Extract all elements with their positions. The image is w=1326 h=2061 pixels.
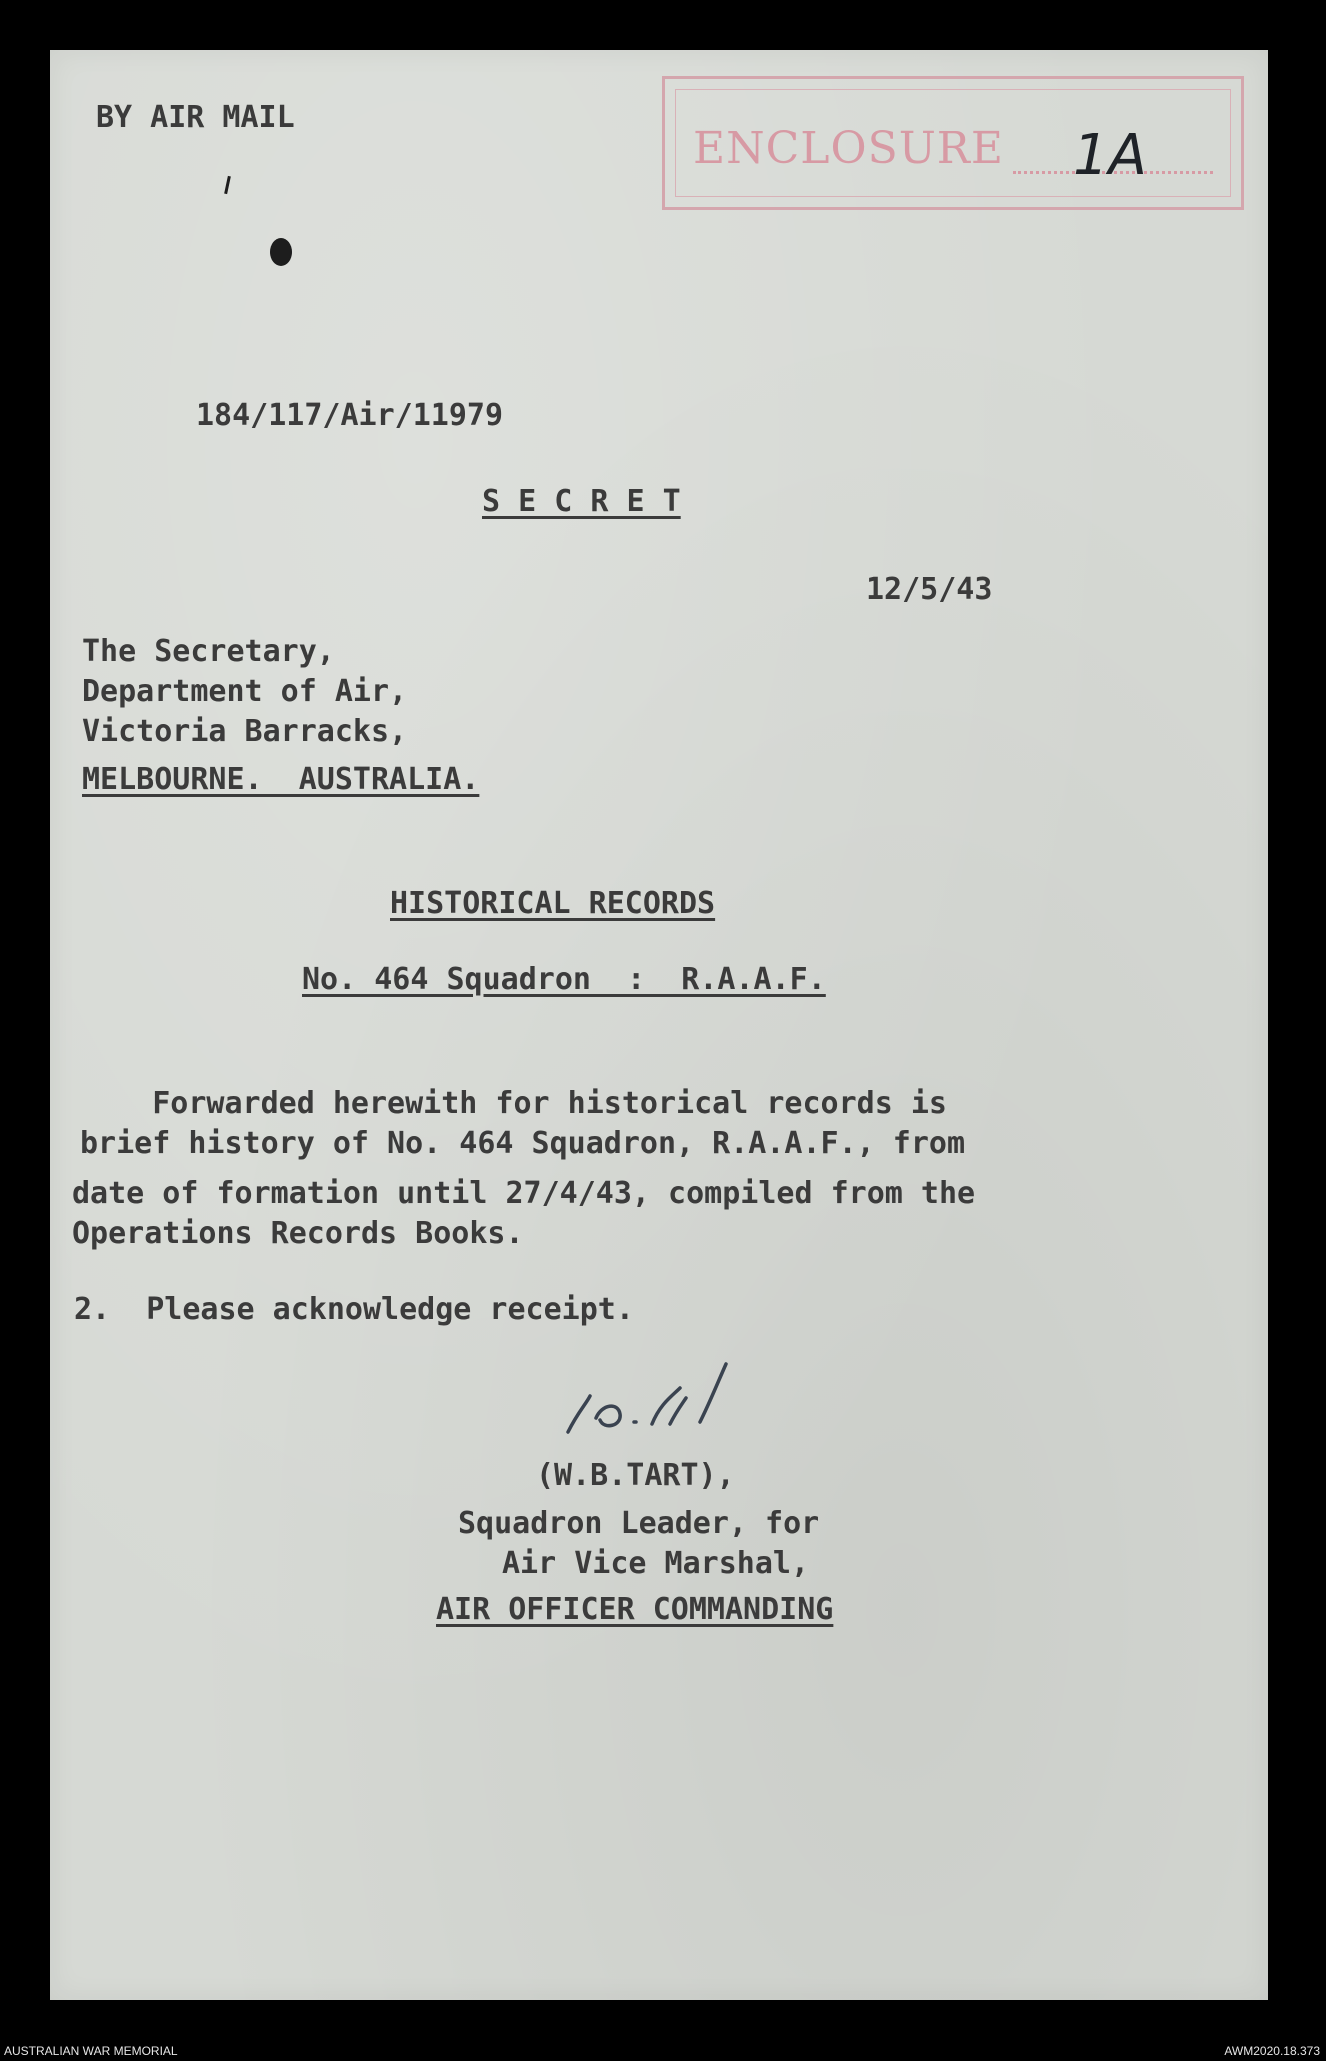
- signature-name: (W.B.TART),: [536, 1458, 735, 1493]
- signature-command: AIR OFFICER COMMANDING: [436, 1592, 834, 1627]
- addressee-city: MELBOURNE. AUSTRALIA.: [82, 762, 480, 797]
- body-line: Forwarded herewith for historical records is: [80, 1086, 947, 1121]
- body-line: date of formation until 27/4/43, compiled from the: [72, 1176, 976, 1211]
- stamp-value: 1A: [1073, 123, 1147, 188]
- reference-number: 184/117/Air/11979: [196, 398, 504, 433]
- footer-accession: AWM2020.18.373: [1224, 2044, 1320, 2058]
- mail-line: BY AIR MAIL: [96, 100, 295, 135]
- addressee-line: Victoria Barracks,: [82, 714, 408, 749]
- acknowledge-line: 2. Please acknowledge receipt.: [74, 1292, 634, 1327]
- enclosure-stamp: [662, 76, 1244, 210]
- footer-credit: AUSTRALIAN WAR MEMORIAL: [4, 2044, 178, 2058]
- handwritten-initials: [560, 1352, 800, 1452]
- addressee-line: Department of Air,: [82, 674, 408, 709]
- classification: S E C R E T: [482, 484, 681, 519]
- body-line: brief history of No. 464 Squadron, R.A.A.F., from: [80, 1126, 966, 1161]
- ink-blot: [270, 238, 292, 266]
- signature-title: Air Vice Marshal,: [502, 1546, 810, 1581]
- stamp-label: ENCLOSURE: [693, 123, 1005, 174]
- subject-heading: HISTORICAL RECORDS: [390, 886, 716, 921]
- subject-squadron: No. 464 Squadron : R.A.A.F.: [302, 962, 826, 997]
- addressee-line: The Secretary,: [82, 634, 335, 669]
- letter-date: 12/5/43: [866, 572, 993, 607]
- document-page: [50, 50, 1268, 2000]
- body-line: Operations Records Books.: [72, 1216, 524, 1251]
- signature-title: Squadron Leader, for: [458, 1506, 820, 1541]
